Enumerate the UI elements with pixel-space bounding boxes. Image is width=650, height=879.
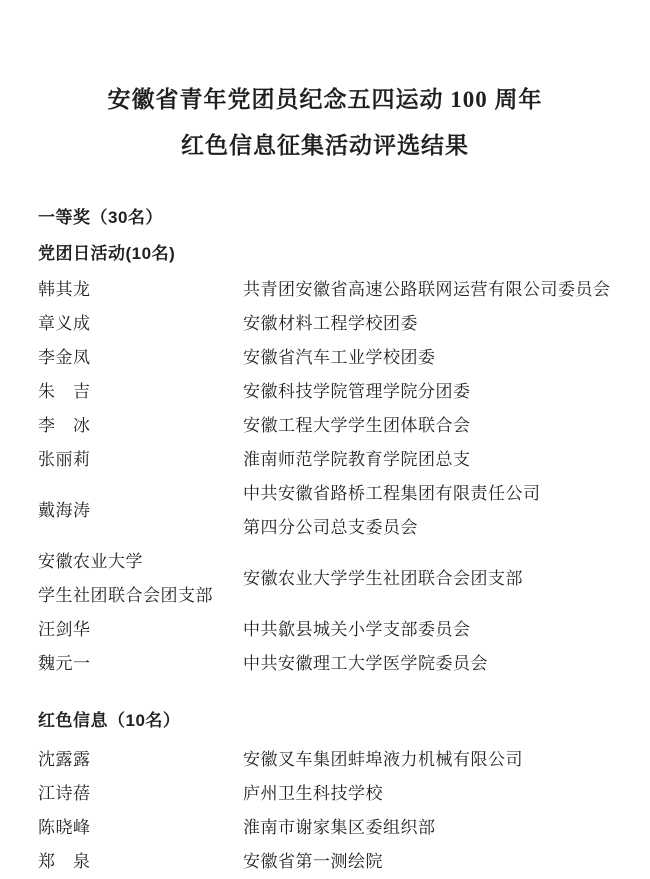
entry-row	[38, 777, 612, 811]
winner-organization-line: 共青团安徽省高速公路联网运营有限公司委员会	[243, 280, 611, 299]
winner-name	[38, 307, 243, 341]
winner-name	[38, 811, 243, 845]
winner-organization	[243, 307, 612, 341]
winner-name-line: 江诗蓓	[38, 784, 91, 803]
winner-name-line: 张丽莉	[38, 450, 91, 469]
winner-name-line: 魏元一	[38, 654, 91, 673]
winner-name	[38, 273, 243, 307]
winner-name-line: 陈晓峰	[38, 818, 91, 837]
winner-organization-line: 中共安徽省路桥工程集团有限责任公司	[243, 484, 541, 503]
winner-organization-line: 安徽叉车集团蚌埠液力机械有限公司	[243, 750, 523, 769]
winner-name	[38, 409, 243, 443]
winner-organization	[243, 647, 612, 681]
winner-organization	[243, 477, 612, 545]
title-line-1: 安徽省青年党团员纪念五四运动 100 周年	[107, 87, 543, 112]
winner-name-line: 郑 泉	[38, 852, 91, 871]
winner-name-line: 汪剑华	[38, 620, 91, 639]
entry-row	[38, 443, 612, 477]
winner-organization-line: 中共安徽理工大学医学院委员会	[243, 654, 488, 673]
winner-name-line: 李金凤	[38, 348, 91, 367]
winner-name-line: 沈露露	[38, 750, 91, 769]
winner-organization	[243, 443, 612, 477]
winner-organization	[243, 409, 612, 443]
category-heading: 红色信息（10名）	[38, 711, 181, 730]
winner-organization	[243, 562, 612, 596]
winner-organization-line: 第四分公司总支委员会	[243, 518, 418, 537]
entry-row	[38, 647, 612, 681]
winner-name-line: 韩其龙	[38, 280, 91, 299]
winner-organization-line: 淮南市谢家集区委组织部	[243, 818, 436, 837]
entry-row	[38, 811, 612, 845]
entry-row	[38, 743, 612, 777]
winner-name	[38, 545, 243, 613]
winner-organization-line: 中共歙县城关小学支部委员会	[243, 620, 471, 639]
winner-name	[38, 341, 243, 375]
winner-organization	[243, 375, 612, 409]
winner-name	[38, 647, 243, 681]
entry-row	[38, 307, 612, 341]
winner-organization	[243, 341, 612, 375]
title-line-2: 红色信息征集活动评选结果	[181, 133, 469, 158]
winner-name-line: 章义成	[38, 314, 91, 333]
entry-row	[38, 845, 612, 879]
category-heading: 党团日活动(10名)	[38, 244, 176, 263]
winner-name	[38, 613, 243, 647]
winner-name	[38, 845, 243, 879]
winner-organization	[243, 273, 612, 307]
winner-name-line: 朱 吉	[38, 382, 91, 401]
entry-row	[38, 477, 612, 545]
winner-organization-line: 淮南师范学院教育学院团总支	[243, 450, 471, 469]
winner-name	[38, 443, 243, 477]
winner-organization-line: 安徽农业大学学生社团联合会团支部	[243, 569, 523, 588]
winner-organization	[243, 811, 612, 845]
winner-name	[38, 494, 243, 528]
winner-name-line: 安徽农业大学	[38, 552, 143, 571]
entry-row	[38, 409, 612, 443]
entry-row	[38, 613, 612, 647]
entry-row	[38, 545, 612, 613]
winner-organization	[243, 845, 612, 879]
winner-name	[38, 743, 243, 777]
winner-organization-line: 安徽工程大学学生团体联合会	[243, 416, 471, 435]
document-title	[38, 0, 612, 160]
winner-organization	[243, 613, 612, 647]
winner-organization	[243, 743, 612, 777]
winner-organization-line: 安徽科技学院管理学院分团委	[243, 382, 471, 401]
entry-row	[38, 375, 612, 409]
winner-organization-line: 庐州卫生科技学校	[243, 784, 383, 803]
winner-organization	[243, 777, 612, 811]
winner-name	[38, 777, 243, 811]
award-heading: 一等奖（30名）	[38, 208, 163, 227]
winner-name	[38, 375, 243, 409]
entry-row	[38, 341, 612, 375]
winner-name-line: 学生社团联合会团支部	[38, 586, 213, 605]
winner-organization-line: 安徽省汽车工业学校团委	[243, 348, 436, 367]
winner-name-line: 戴海涛	[38, 501, 91, 520]
document-body	[38, 244, 612, 879]
winner-organization-line: 安徽省第一测绘院	[243, 852, 383, 871]
winner-organization-line: 安徽材料工程学校团委	[243, 314, 418, 333]
winner-name-line: 李 冰	[38, 416, 91, 435]
entry-row	[38, 273, 612, 307]
